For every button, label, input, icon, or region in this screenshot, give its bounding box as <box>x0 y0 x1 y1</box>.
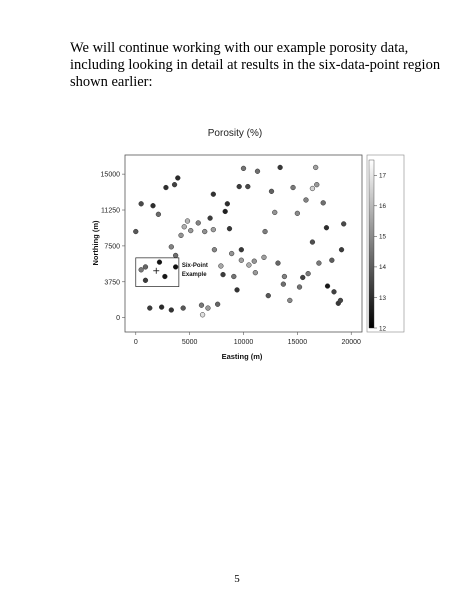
colorbar-tick-label: 13 <box>379 294 387 302</box>
porosity-scatter-chart <box>80 123 400 361</box>
data-point <box>341 221 346 226</box>
data-point <box>206 306 211 311</box>
data-point <box>252 259 257 264</box>
data-point <box>164 185 169 190</box>
data-point <box>287 298 292 303</box>
data-point <box>208 216 213 221</box>
data-point <box>133 229 138 234</box>
y-axis <box>101 172 125 323</box>
data-point <box>139 267 144 272</box>
data-point <box>332 289 337 294</box>
data-point <box>241 166 246 171</box>
data-point <box>272 210 277 215</box>
data-point <box>231 274 236 279</box>
data-point <box>211 227 216 232</box>
data-point <box>324 225 329 230</box>
colorbar-tick-label: 17 <box>379 172 387 180</box>
data-point <box>221 272 226 277</box>
data-point <box>173 253 178 258</box>
data-point <box>329 258 334 263</box>
data-point <box>246 263 251 268</box>
data-point <box>196 221 201 226</box>
data-point <box>297 285 302 290</box>
data-point <box>185 219 190 224</box>
x-tick-label: 20000 <box>341 339 361 346</box>
data-point <box>181 306 186 311</box>
data-point <box>263 229 268 234</box>
data-point <box>227 226 232 231</box>
data-point <box>200 312 205 317</box>
colorbar-tick-label: 12 <box>379 325 387 333</box>
data-point <box>162 274 167 279</box>
data-point <box>269 189 274 194</box>
y-tick-label: 0 <box>116 315 120 323</box>
data-point <box>156 212 161 217</box>
data-points <box>133 165 346 317</box>
data-point <box>310 186 315 191</box>
data-point <box>317 261 322 266</box>
data-point <box>225 201 230 206</box>
data-point <box>151 203 156 208</box>
data-point <box>300 275 305 280</box>
colorbar-tick-label: 14 <box>379 264 387 272</box>
data-point <box>235 288 240 293</box>
data-point <box>229 251 234 256</box>
data-point <box>304 198 309 203</box>
data-point <box>239 258 244 263</box>
data-point <box>218 264 223 269</box>
chart-title: Porosity (%) <box>207 128 263 139</box>
data-point <box>179 233 184 238</box>
data-point <box>276 261 281 266</box>
data-point <box>313 165 318 170</box>
data-point <box>223 209 228 214</box>
data-point <box>295 211 300 216</box>
porosity-figure <box>80 123 400 361</box>
data-point <box>338 298 343 303</box>
data-point <box>278 165 283 170</box>
y-tick-label: 7500 <box>104 243 120 251</box>
y-tick-label: 15000 <box>100 171 120 179</box>
data-point <box>310 240 315 245</box>
data-point <box>143 278 148 283</box>
data-point <box>182 224 187 229</box>
annotation-label: Six-Point <box>181 262 208 269</box>
data-point <box>325 284 330 289</box>
y-tick-label: 3750 <box>104 279 120 287</box>
data-point <box>147 306 152 311</box>
y-axis-label: Northing (m) <box>91 220 100 266</box>
x-axis <box>134 332 361 346</box>
body-line-1: We will continue working with our example porosity data, <box>70 40 409 56</box>
x-axis-label: Easting (m) <box>221 352 263 361</box>
data-point <box>172 182 177 187</box>
x-tick-label: 5000 <box>181 339 198 346</box>
data-point <box>239 247 244 252</box>
data-point <box>306 271 311 276</box>
colorbar-tick-label: 15 <box>379 233 387 241</box>
data-point <box>202 229 207 234</box>
data-point <box>157 260 162 265</box>
data-point <box>237 184 242 189</box>
colorbar-gradient <box>369 160 374 328</box>
x-tick-label: 10000 <box>233 339 254 346</box>
data-point <box>173 265 178 270</box>
data-point <box>291 185 296 190</box>
page-number: 5 <box>234 573 240 585</box>
data-point <box>321 200 326 205</box>
body-paragraph <box>70 40 441 91</box>
colorbar-tick-label: 16 <box>379 203 387 211</box>
data-point <box>139 201 144 206</box>
data-point <box>215 302 220 307</box>
data-point <box>211 192 216 197</box>
data-point <box>169 308 174 313</box>
data-point <box>199 303 204 308</box>
data-point <box>245 184 250 189</box>
x-tick-label: 15000 <box>287 339 308 346</box>
data-point <box>314 182 319 187</box>
data-point <box>169 244 174 249</box>
data-point <box>175 176 180 181</box>
annotation-label: Example <box>181 271 207 278</box>
data-point <box>255 169 260 174</box>
y-tick-label: 11250 <box>101 207 120 215</box>
colorbar <box>367 155 404 332</box>
data-point <box>266 293 271 298</box>
data-point <box>281 282 286 287</box>
data-point <box>143 265 148 270</box>
data-point <box>262 255 267 260</box>
body-line-3: shown earlier: <box>70 74 153 90</box>
data-point <box>253 270 258 275</box>
data-point <box>188 228 193 233</box>
body-line-2: including looking in detail at results in the six-data-point region <box>70 57 441 73</box>
data-point <box>212 247 217 252</box>
data-point <box>339 247 344 252</box>
data-point <box>282 274 287 279</box>
x-tick-label: 0 <box>133 339 138 346</box>
data-point <box>159 305 164 310</box>
